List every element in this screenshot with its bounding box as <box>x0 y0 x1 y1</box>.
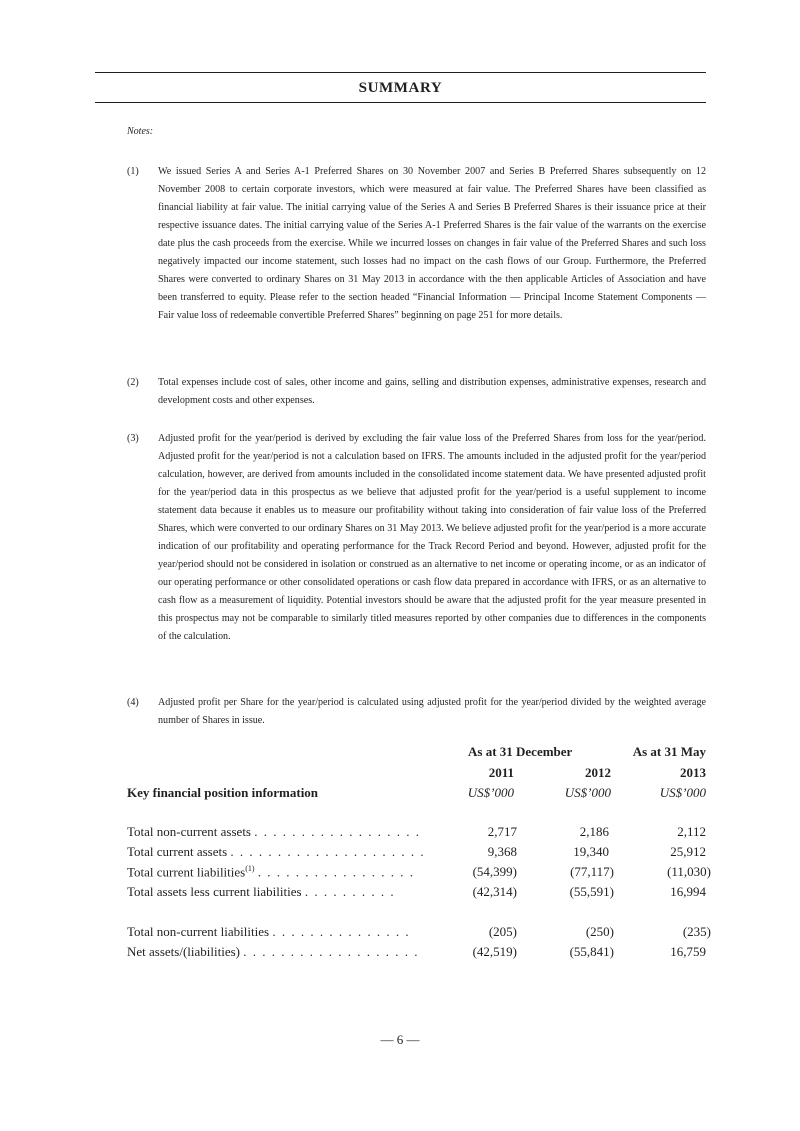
value-2011: 9,368 <box>487 844 517 859</box>
note-1 <box>127 163 706 325</box>
note-3 <box>127 430 706 646</box>
value-2013: 2,112 <box>677 824 706 839</box>
row-label: Total non-current liabilities . . . . . . . . . . . . . . . <box>127 924 411 939</box>
value-2012: (55,841) <box>569 944 614 959</box>
unit-2013: US$’000 <box>659 785 706 800</box>
value-2013: (11,030) <box>667 864 711 879</box>
note-2 <box>127 374 706 410</box>
row-label: Total current assets . . . . . . . . . . . . . . . . . . . . . <box>127 844 426 859</box>
header-as-at-31-december: As at 31 December <box>468 744 573 759</box>
value-2012: 19,340 <box>573 844 609 859</box>
header-top-rule <box>95 72 706 73</box>
row-label: Total assets less current liabilities . . . . . . . . . . <box>127 884 396 899</box>
page-title: SUMMARY <box>358 80 443 96</box>
note-number: (2) <box>127 377 139 388</box>
value-2011: (54,399) <box>472 864 517 879</box>
row-label: Net assets/(liabilities) . . . . . . . . . . . . . . . . . . . <box>127 944 420 959</box>
section-label: Key financial position information <box>127 785 319 800</box>
table-row <box>127 944 711 964</box>
header-as-at-31-may: As at 31 May <box>632 744 706 759</box>
note-text: Adjusted profit per Share for the year/period is calculated using adjusted profit for the year/period divided by the weighted average number of Shares in issue. <box>158 697 706 726</box>
note-text: Adjusted profit for the year/period is derived by excluding the fair value loss of the Preferred Shares from loss for the year/period. Adjusted profit for the year/period is not a calculation based on IFRS. The amounts included in the adjusted profit for the year/period calculation, however, are derived from amounts included in the consolidated income statement data. We have presented adjusted profit for the year/period data in this prospectus as we believe that adjusted profit for the year/period is a useful supplement to income statement data because it enables us to measure our profitability without taking into consideration of fair value loss of the Preferred Shares, which were converted to our ordinary Shares on 31 May 2013. We believe adjusted profit for the year/period is a more accurate indication of our profitability and operating performance for the Track Record Period and beyond. However, adjusted profit for the year/period should not be considered in isolation or construed as an alternative to net income or operating income, or as an indicator of our operating performance or other consolidated operations or cash flow data prepared in accordance with IFRS, or as an alternative to cash flow as a measurement of liquidity. Potential investors should be aware that the adjusted profit for the year measure presented in this prospectus may not be comparable to similarly titled measures reported by other companies due to differences in the components of the calculation. <box>158 433 706 642</box>
unit-2012: US$’000 <box>564 785 611 800</box>
value-2012: (77,117) <box>570 864 614 879</box>
value-2013: 25,912 <box>670 844 706 859</box>
row-label: Total non-current assets . . . . . . . . . . . . . . . . . . <box>127 824 421 839</box>
note-number: (1) <box>127 166 139 177</box>
row-label: Total current liabilities$^{(1)}$ . . . . . . . . . . . . . . . . . <box>127 864 415 880</box>
value-2011: 2,717 <box>487 824 517 839</box>
value-2013: (235) <box>682 924 711 939</box>
table-row <box>127 864 711 884</box>
value-2013: 16,994 <box>670 884 706 899</box>
value-2012: 2,186 <box>579 824 609 839</box>
value-2013: 16,759 <box>670 944 706 959</box>
note-4 <box>127 694 706 730</box>
note-number: (4) <box>127 697 139 708</box>
note-text: Total expenses include cost of sales, other income and gains, selling and distribution expenses, administrative expenses, research and development costs and other expenses. <box>158 377 706 406</box>
table-row <box>127 924 711 944</box>
page-number: — 6 — <box>380 1032 420 1047</box>
value-2012: (250) <box>585 924 614 939</box>
header-bottom-rule <box>95 102 706 103</box>
note-number: (3) <box>127 433 139 444</box>
unit-2011: US$’000 <box>467 785 514 800</box>
header-year-2013: 2013 <box>680 765 706 780</box>
header-year-2012: 2012 <box>585 765 611 780</box>
value-2011: (205) <box>488 924 517 939</box>
note-text: We issued Series A and Series A-1 Preferred Shares on 30 November 2007 and Series B Preferred Shares subsequently on 12 November 2008 to certain corporate investors, which were measured at fair value. The Preferred Shares have been classified as financial liability at fair value. The initial carrying value of the Series A and Series B Preferred Shares is their issuance price at their respective issuance dates. The initial carrying value of the Series A-1 Preferred Shares is the fair value of the warrants on the exercise date plus the cash proceeds from the exercise. While we incurred losses on changes in fair value of the Preferred Shares and such loss negatively impacted our income statement, such losses had no impact on the cash flows of our Group. Furthermore, the Preferred Shares were converted to ordinary Shares on 31 May 2013 in accordance with the then applicable Articles of Association and have been transferred to equity. Please refer to the section headed “Financial Information — Principal Income Statement Components — Fair value loss of redeemable convertible Preferred Shares” beginning on page 251 for more details. <box>158 166 706 321</box>
header-year-2011: 2011 <box>488 765 514 780</box>
footnote-marker: (1) <box>245 864 255 873</box>
value-2012: (55,591) <box>569 884 614 899</box>
value-2011: (42,519) <box>472 944 517 959</box>
value-2011: (42,314) <box>472 884 517 899</box>
notes-label: Notes: <box>127 126 154 137</box>
table-row <box>127 824 711 844</box>
table-row <box>127 844 711 864</box>
table-row <box>127 884 711 904</box>
